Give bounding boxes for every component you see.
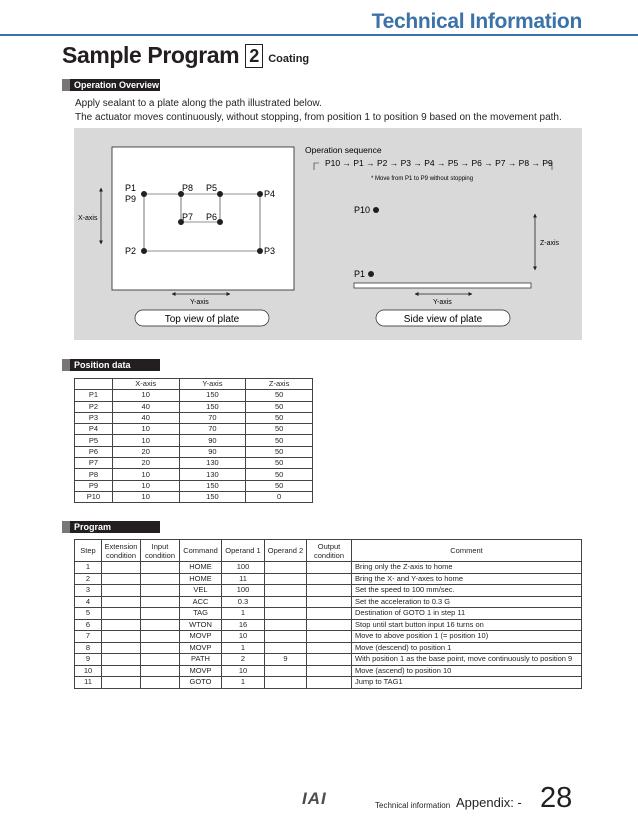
table-cell: 16 <box>222 619 265 631</box>
header-title: Technical Information <box>371 10 582 33</box>
table-cell: 50 <box>246 424 313 435</box>
table-row <box>75 424 313 435</box>
table-cell <box>265 585 307 597</box>
table-row <box>75 631 582 643</box>
position-col-header: X-axis <box>112 379 179 390</box>
table-cell <box>265 631 307 643</box>
table-cell: 150 <box>179 480 246 491</box>
table-cell <box>141 631 180 643</box>
section-program: Program <box>62 521 160 533</box>
table-cell <box>307 619 352 631</box>
overview-text <box>75 97 562 125</box>
program-col-header: Command <box>180 540 222 562</box>
table-cell: 50 <box>246 469 313 480</box>
table-cell <box>265 665 307 677</box>
table-cell <box>141 608 180 620</box>
position-col-header: Z-axis <box>246 379 313 390</box>
label-p5: P5 <box>206 183 218 193</box>
table-cell: P7 <box>75 458 113 469</box>
program-col-header: Input condition <box>141 540 180 562</box>
sequence-bracket-left <box>314 163 319 170</box>
table-cell <box>307 665 352 677</box>
table-cell <box>102 677 141 689</box>
table-cell: 1 <box>75 562 102 574</box>
point-p6 <box>217 219 223 225</box>
table-cell: MOVP <box>180 665 222 677</box>
table-cell <box>141 665 180 677</box>
table-cell <box>102 573 141 585</box>
label-p8: P8 <box>182 183 194 193</box>
table-row <box>75 458 313 469</box>
sequence-title: Operation sequence <box>305 145 382 155</box>
table-cell: 10 <box>112 469 179 480</box>
table-cell <box>265 619 307 631</box>
label-p1: P1 <box>125 183 137 193</box>
diagram-panel <box>74 128 582 340</box>
table-cell <box>265 608 307 620</box>
table-cell: 10 <box>112 491 179 502</box>
program-col-header: Operand 2 <box>265 540 307 562</box>
table-cell: 70 <box>179 424 246 435</box>
side-point-p1 <box>368 271 374 277</box>
footer-appendix: Appendix: - <box>456 795 522 810</box>
table-cell: 7 <box>75 631 102 643</box>
table-cell: 40 <box>112 412 179 423</box>
table-cell <box>102 654 141 666</box>
page-number-box: 2 <box>245 44 263 68</box>
table-cell <box>102 585 141 597</box>
position-table-body <box>75 390 313 503</box>
point-p3 <box>257 248 263 254</box>
table-cell: 8 <box>75 642 102 654</box>
table-cell <box>307 573 352 585</box>
table-cell <box>307 677 352 689</box>
table-row <box>75 562 582 574</box>
table-cell: TAG <box>180 608 222 620</box>
table-cell: 10 <box>222 665 265 677</box>
top-x-axis-label: X-axis <box>78 215 98 222</box>
table-cell <box>307 585 352 597</box>
table-cell: Move (descend) to position 1 <box>352 642 582 654</box>
table-row <box>75 573 582 585</box>
table-cell: 50 <box>246 480 313 491</box>
table-cell: 6 <box>75 619 102 631</box>
table-cell: HOME <box>180 573 222 585</box>
table-cell: 9 <box>265 654 307 666</box>
table-cell: 50 <box>246 412 313 423</box>
table-cell <box>265 573 307 585</box>
program-col-header: Extension condition <box>102 540 141 562</box>
table-cell: ACC <box>180 596 222 608</box>
table-cell: 11 <box>75 677 102 689</box>
table-cell: 2 <box>75 573 102 585</box>
table-cell <box>265 562 307 574</box>
table-cell: 1 <box>222 642 265 654</box>
table-cell: P2 <box>75 401 113 412</box>
table-cell: MOVP <box>180 642 222 654</box>
side-z-axis-label: Z-axis <box>540 240 560 247</box>
program-col-header: Output condition <box>307 540 352 562</box>
table-cell: P8 <box>75 469 113 480</box>
diagram-svg <box>74 128 582 340</box>
table-cell: 90 <box>179 446 246 457</box>
table-cell: 20 <box>112 458 179 469</box>
program-col-header: Step <box>75 540 102 562</box>
program-table-header <box>75 540 582 562</box>
table-cell <box>141 642 180 654</box>
table-cell <box>141 585 180 597</box>
position-col-header: Y-axis <box>179 379 246 390</box>
table-cell: 1 <box>222 608 265 620</box>
position-col-header <box>75 379 113 390</box>
table-cell: 90 <box>179 435 246 446</box>
top-view-plate <box>112 147 294 290</box>
table-cell: PATH <box>180 654 222 666</box>
table-cell <box>307 562 352 574</box>
table-cell: 50 <box>246 458 313 469</box>
table-cell: P1 <box>75 390 113 401</box>
footer-page-number: 28 <box>540 782 573 814</box>
sequence-note: * Move from P1 to P9 without stopping <box>371 176 474 182</box>
table-cell: 9 <box>75 654 102 666</box>
table-cell: P5 <box>75 435 113 446</box>
table-cell <box>102 631 141 643</box>
label-p3: P3 <box>264 246 276 256</box>
side-view-plate <box>354 283 531 288</box>
point-p5 <box>217 191 223 197</box>
side-label-p10: P10 <box>354 205 371 215</box>
table-row <box>75 585 582 597</box>
table-cell <box>102 562 141 574</box>
section-position-data: Position data <box>62 359 160 371</box>
table-cell: 3 <box>75 585 102 597</box>
table-cell: 0.3 <box>222 596 265 608</box>
table-row <box>75 677 582 689</box>
section-operation-overview: Operation Overview <box>62 79 160 91</box>
header-rule <box>0 34 638 36</box>
table-cell: 50 <box>246 401 313 412</box>
table-cell: P9 <box>75 480 113 491</box>
table-cell: 10 <box>112 390 179 401</box>
label-p9: P9 <box>125 194 137 204</box>
table-cell: P4 <box>75 424 113 435</box>
label-p4: P4 <box>264 189 276 199</box>
table-cell <box>307 654 352 666</box>
program-table-body <box>75 562 582 689</box>
table-cell: P10 <box>75 491 113 502</box>
table-cell <box>102 665 141 677</box>
table-cell <box>265 677 307 689</box>
table-cell: 130 <box>179 469 246 480</box>
table-cell: Bring only the Z-axis to home <box>352 562 582 574</box>
table-cell: Jump to TAG1 <box>352 677 582 689</box>
overview-line-2: The actuator moves continuously, without stopping, from position 1 to position 9 based on the movement path. <box>75 112 562 123</box>
point-p4 <box>257 191 263 197</box>
table-cell <box>102 608 141 620</box>
footer-section: Technical information <box>375 801 451 810</box>
table-cell: MOVP <box>180 631 222 643</box>
table-cell <box>265 596 307 608</box>
table-cell: Bring the X- and Y-axes to home <box>352 573 582 585</box>
table-cell: Move to above position 1 (= position 10) <box>352 631 582 643</box>
page-subtitle: Coating <box>268 53 310 65</box>
side-view-caption: Side view of plate <box>403 314 483 325</box>
table-cell: 70 <box>179 412 246 423</box>
point-p2 <box>141 248 147 254</box>
position-table <box>74 378 313 503</box>
program-table <box>74 539 582 689</box>
table-cell: Set the speed to 100 mm/sec. <box>352 585 582 597</box>
table-cell: 100 <box>222 585 265 597</box>
table-cell: 10 <box>75 665 102 677</box>
table-cell: 150 <box>179 390 246 401</box>
table-row <box>75 665 582 677</box>
iai-logo: IAI <box>302 789 327 808</box>
footer <box>0 782 638 812</box>
table-cell <box>141 562 180 574</box>
table-cell: HOME <box>180 562 222 574</box>
table-cell: GOTO <box>180 677 222 689</box>
position-table-header <box>75 379 313 390</box>
program-col-header: Comment <box>352 540 582 562</box>
side-y-axis-label: Y-axis <box>433 299 452 306</box>
table-row <box>75 412 313 423</box>
table-cell <box>102 619 141 631</box>
page-title <box>62 42 309 69</box>
table-cell <box>102 642 141 654</box>
overview-line-1: Apply sealant to a plate along the path illustrated below. <box>75 98 322 109</box>
table-cell <box>141 619 180 631</box>
label-p2: P2 <box>125 246 137 256</box>
table-cell: 10 <box>112 435 179 446</box>
table-cell: 11 <box>222 573 265 585</box>
table-cell: 150 <box>179 401 246 412</box>
table-cell: Move (ascend) to position 10 <box>352 665 582 677</box>
table-cell: P3 <box>75 412 113 423</box>
table-cell: 0 <box>246 491 313 502</box>
program-col-header: Operand 1 <box>222 540 265 562</box>
table-cell: 130 <box>179 458 246 469</box>
top-y-axis-label: Y-axis <box>190 299 209 306</box>
side-label-p1: P1 <box>354 269 366 279</box>
table-cell: 100 <box>222 562 265 574</box>
table-cell: 10 <box>112 480 179 491</box>
table-cell: 1 <box>222 677 265 689</box>
table-cell: 10 <box>222 631 265 643</box>
table-cell <box>141 654 180 666</box>
table-cell: VEL <box>180 585 222 597</box>
table-cell <box>307 608 352 620</box>
table-cell: 50 <box>246 435 313 446</box>
table-cell: P6 <box>75 446 113 457</box>
table-cell: 20 <box>112 446 179 457</box>
table-cell: 10 <box>112 424 179 435</box>
table-row <box>75 401 313 412</box>
table-row <box>75 491 313 502</box>
table-cell: Stop until start button input 16 turns on <box>352 619 582 631</box>
label-p6: P6 <box>206 212 218 222</box>
table-row <box>75 654 582 666</box>
table-cell <box>307 631 352 643</box>
table-row <box>75 446 313 457</box>
table-cell <box>265 642 307 654</box>
table-cell: Destination of GOTO 1 in step 11 <box>352 608 582 620</box>
table-row <box>75 469 313 480</box>
table-cell: 150 <box>179 491 246 502</box>
table-row <box>75 390 313 401</box>
point-p1 <box>141 191 147 197</box>
table-cell: 4 <box>75 596 102 608</box>
table-row <box>75 480 313 491</box>
table-row <box>75 642 582 654</box>
table-cell <box>307 642 352 654</box>
page-title-text: Sample Program <box>62 42 240 68</box>
table-row <box>75 435 313 446</box>
table-cell <box>307 596 352 608</box>
table-cell: 50 <box>246 390 313 401</box>
table-row <box>75 619 582 631</box>
table-cell: 40 <box>112 401 179 412</box>
label-p7: P7 <box>182 212 194 222</box>
table-cell: 5 <box>75 608 102 620</box>
table-cell <box>141 596 180 608</box>
sequence-path: P10 → P1 → P2 → P3 → P4 → P5 → P6 → P7 → P8 → P9 <box>325 158 553 168</box>
table-cell: With position 1 as the base point, move continuously to position 9 <box>352 654 582 666</box>
table-cell: Set the acceleration to 0.3 G <box>352 596 582 608</box>
side-point-p10 <box>373 207 379 213</box>
table-cell <box>141 573 180 585</box>
table-row <box>75 608 582 620</box>
top-view-caption: Top view of plate <box>164 314 240 325</box>
table-cell: 2 <box>222 654 265 666</box>
table-cell <box>141 677 180 689</box>
table-row <box>75 596 582 608</box>
table-cell: 50 <box>246 446 313 457</box>
table-cell: WTON <box>180 619 222 631</box>
table-cell <box>102 596 141 608</box>
